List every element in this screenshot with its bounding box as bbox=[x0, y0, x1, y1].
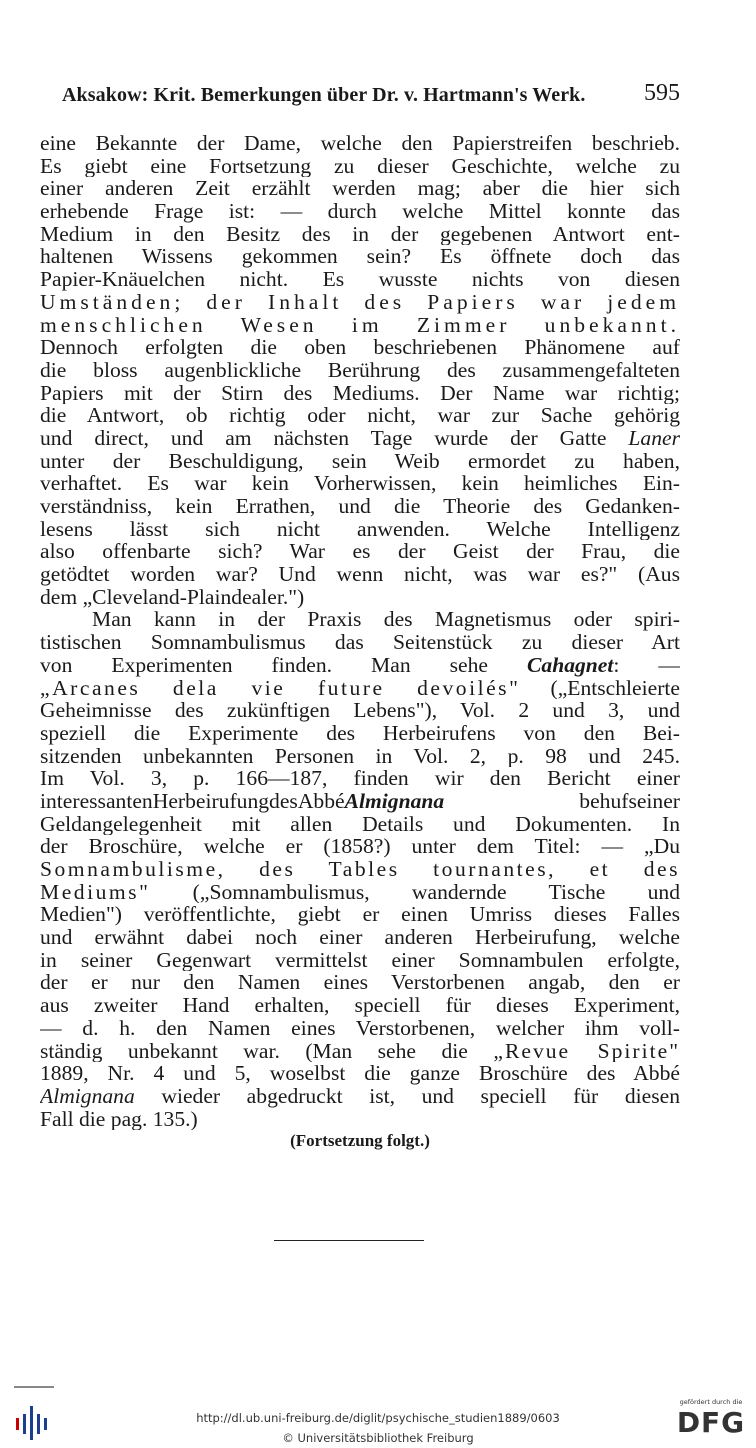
text-line: die bloss augenblickliche Berührung des zusammengefalteten bbox=[40, 358, 680, 382]
text-line: eine Bekannte der Dame, welche den Papierstreifen beschrieb. bbox=[40, 132, 680, 155]
spaced-title: Mediums" bbox=[40, 880, 151, 904]
text-span: behufseiner bbox=[444, 789, 680, 813]
text-line: Medien") veröffentlichte, giebt er einen Umriss dieses Falles bbox=[40, 903, 680, 927]
text-line: aus zweiter Hand erhalten, speciell für dieses Experiment, bbox=[40, 994, 680, 1017]
text-line: Es giebt eine Fortsetzung zu dieser Geschichte, welche zu bbox=[40, 154, 680, 178]
text-line: einer anderen Zeit erzählt werden mag; aber die hier sich bbox=[40, 177, 680, 201]
text-line: Man kann in der Praxis des Magnetismus oder spiri- bbox=[92, 608, 680, 632]
text-line: lesens lässt sich nicht anwenden. Welche Intelligenz bbox=[40, 517, 680, 541]
text-line: Umständen; der Inhalt des Papiers war jedem bbox=[40, 290, 680, 314]
sponsor-note: gefördert durch die bbox=[679, 1398, 743, 1406]
copyright-notice: © Universitätsbibliothek Freiburg bbox=[282, 1431, 474, 1445]
text-line: verständniss, kein Errathen, und die Theorie des Gedanken- bbox=[40, 495, 680, 518]
text-line: menschlichen Wesen im Zimmer unbekannt. bbox=[40, 313, 680, 337]
continuation-note: (Fortsetzung folgt.) bbox=[290, 1131, 430, 1151]
spaced-title: „Arcanes dela vie future devoilés" bbox=[40, 676, 521, 700]
text-line: der er nur den Namen eines Verstorbenen angab, den er bbox=[40, 971, 680, 995]
text-line: haltenen Wissens gekommen sein? Es öffnete doch das bbox=[40, 245, 680, 269]
source-url[interactable]: http://dl.ub.uni-freiburg.de/diglit/psychische_studien1889/0603 bbox=[196, 1411, 560, 1425]
running-header bbox=[62, 80, 680, 110]
text-line: verhaftet. Es war kein Vorherwissen, kein heimliches Ein- bbox=[40, 472, 680, 495]
text-line: in seiner Gegenwart vermittelst einer Somnambulen erfolgte, bbox=[40, 948, 680, 972]
text-line: Geldangelegenheit mit allen Details und Dokumenten. In bbox=[40, 812, 680, 836]
page-number: 595 bbox=[644, 80, 680, 106]
text-line bbox=[40, 881, 680, 904]
italic-name: Almignana bbox=[40, 1084, 135, 1108]
italic-name: Cahagnet bbox=[527, 653, 614, 677]
text-line: 1889, Nr. 4 und 5, woselbst die ganze Broschüre des Abbé bbox=[40, 1062, 680, 1085]
text-line: Medium in den Besitz des in der gegebenen Antwort ent- bbox=[40, 222, 680, 246]
text-line: speziell die Experimente des Herbeirufens von den Bei- bbox=[40, 721, 680, 745]
scan-artifact bbox=[14, 1386, 54, 1388]
text-span: interessantenHerbeirufungdesAbbé bbox=[40, 789, 345, 813]
text-line: dem „Cleveland-Plaindealer.") bbox=[40, 585, 305, 609]
text-line bbox=[40, 677, 680, 700]
text-line: tistischen Somnambulismus das Seitenstück zu dieser Art bbox=[40, 631, 680, 654]
text-line: — d. h. den Namen eines Verstorbenen, welcher ihm voll- bbox=[40, 1016, 680, 1040]
text-line: erhebende Frage ist: — durch welche Mittel konnte das bbox=[40, 200, 680, 223]
italic-name: Laner bbox=[628, 426, 680, 450]
footer bbox=[0, 1396, 756, 1448]
spaced-title: „Revue Spirite" bbox=[493, 1039, 680, 1063]
running-title: Aksakow: Krit. Bemerkungen über Dr. v. Hartmann's Werk. bbox=[62, 84, 586, 106]
text-line: also offenbarte sich? War es der Geist der Frau, die bbox=[40, 540, 680, 564]
article-body bbox=[40, 132, 680, 1153]
text-line: Papiers mit der Stirn des Mediums. Der Name war richtig; bbox=[40, 381, 680, 405]
text-line: Somnambulisme, des Tables tournantes, et des bbox=[40, 858, 680, 881]
text-line: unter der Beschuldigung, sein Weib ermordet zu haben, bbox=[40, 449, 680, 473]
text-span: ständig unbekannt war. (Man sehe die bbox=[40, 1039, 468, 1063]
text-line bbox=[40, 654, 680, 677]
text-line bbox=[40, 1040, 680, 1063]
text-line bbox=[40, 1085, 680, 1108]
section-rule bbox=[274, 1240, 424, 1241]
text-line: und erwähnt dabei noch einer anderen Herbeirufung, welche bbox=[40, 926, 680, 949]
text-line: getödtet worden war? Und wenn nicht, was war es?" (Aus bbox=[40, 563, 680, 586]
text-span: von Experimenten finden. Man sehe bbox=[40, 653, 488, 677]
text-line: Geheimnisse des zukünftigen Lebens"), Vol. 2 und 3, und bbox=[40, 699, 680, 722]
sponsor-logo-text: DFG bbox=[676, 1406, 746, 1439]
text-line: die Antwort, ob richtig oder nicht, war zur Sache gehörig bbox=[40, 404, 680, 427]
text-span: und direct, und am nächsten Tage wurde der Gatte bbox=[40, 426, 607, 450]
text-line: sitzenden unbekannten Personen in Vol. 2, p. 98 und 245. bbox=[40, 744, 680, 768]
text-line bbox=[40, 790, 680, 813]
text-line: Im Vol. 3, p. 166—187, finden wir den Bericht einer bbox=[40, 767, 680, 790]
text-line: Dennoch erfolgten die oben beschriebenen Phänomene auf bbox=[40, 336, 680, 359]
text-span: wieder abgedruckt ist, und speciell für diesen bbox=[134, 1084, 680, 1108]
text-line: Papier-Knäuelchen nicht. Es wusste nichts von diesen bbox=[40, 268, 680, 291]
text-span: („Somnambulismus, wandernde Tische und bbox=[150, 880, 680, 904]
italic-name: Almignana bbox=[344, 789, 445, 813]
text-span: („Entschleierte bbox=[520, 676, 680, 700]
dfg-logo-icon bbox=[674, 1398, 748, 1446]
text-span: : — bbox=[613, 653, 680, 677]
text-line: Fall die pag. 135.) bbox=[40, 1107, 198, 1131]
text-line bbox=[40, 427, 680, 450]
text-line: der Broschüre, welche er (1858?) unter dem Titel: — „Du bbox=[40, 835, 680, 858]
